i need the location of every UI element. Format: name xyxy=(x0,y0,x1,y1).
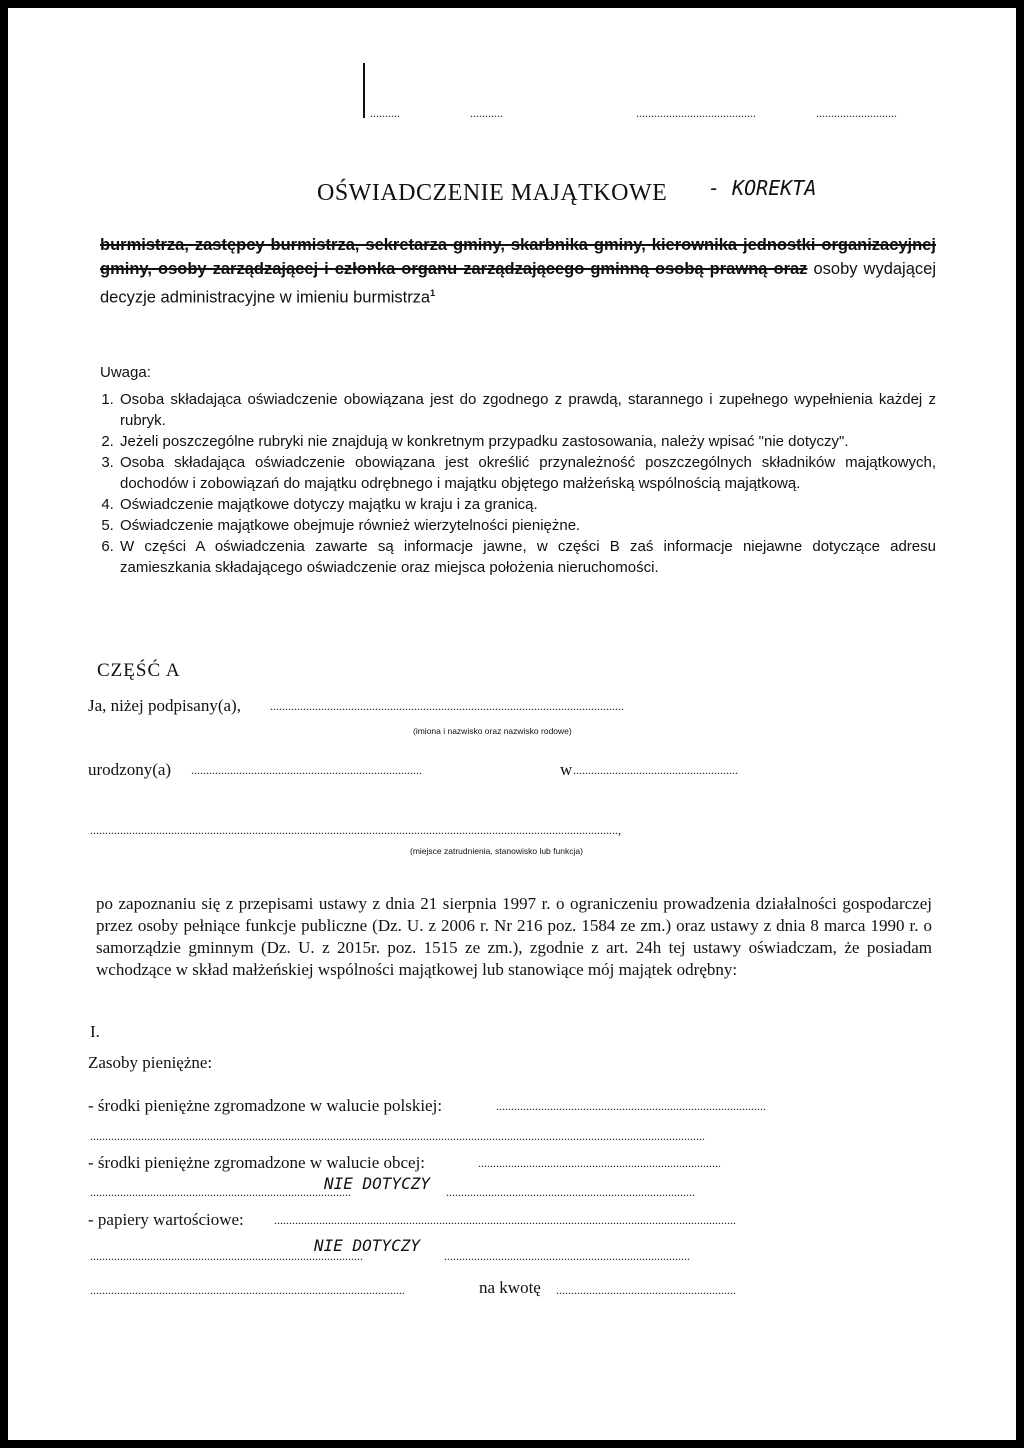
note-item: 1. Osoba składająca oświadczenie obowiązana jest do zgodnego z prawdą, starannego i zupełnego wypełnienia każdej z rubryk. xyxy=(118,389,936,431)
birth-label: urodzony(a) xyxy=(88,760,172,779)
note-item: 4. Oświadczenie majątkowe dotyczy majątku w kraju i za granicą. xyxy=(118,494,936,515)
amount-field[interactable]: ............................................................ xyxy=(556,1283,736,1297)
name-caption: (imiona i nazwisko oraz nazwisko rodowe) xyxy=(413,726,572,736)
document-title: OŚWIADCZENIE MAJĄTKOWE xyxy=(317,180,668,206)
pln-field[interactable]: .......................................................................................... xyxy=(496,1099,766,1113)
securities-label: - papiery wartościowe: xyxy=(88,1210,244,1229)
part-a-heading: CZĘŚĆ A xyxy=(97,660,181,681)
securities-line-2-b[interactable]: .................................................................................. xyxy=(444,1249,690,1263)
employment-caption: (miejsce zatrudnienia, stanowisko lub funkcja) xyxy=(410,846,583,856)
header-dots-1: .......... xyxy=(370,106,400,120)
foreign-currency-handwritten: NIE DOTYCZY xyxy=(324,1174,430,1193)
header-dots-3: ........................................ xyxy=(636,106,756,120)
securities-handwritten: NIE DOTYCZY xyxy=(314,1236,420,1255)
struck-subtitle-text: burmistrza, zastępcy burmistrza, sekretarza gminy, skarbnika gminy, kierownika jednostki organizacyjnej gminy, osoby zarządzającej i członka organu zarządzającego gminną osobą prawną oraz xyxy=(100,236,936,278)
header-dots-2: ........... xyxy=(470,106,503,120)
notes-list xyxy=(100,389,936,578)
birth-place-label: w xyxy=(560,760,573,779)
statement-paragraph: po zapoznaniu się z przepisami ustawy z dnia 21 sierpnia 1997 r. o ograniczeniu prowadzenia działalności gospodarczej przez osoby pełniące funkcje publiczne (Dz. U. z 2006 r. Nr 216 poz. 1584 ze zm.) oraz ustawy z dnia 8 marca 1990 r. o samorządzie gminnym (Dz. U. z 2015r. poz. 1515 ze zm.), zgodnie z art. 24h tej ustawy oświadczam, że posiadam wchodzące w skład małżeńskiej wspólności majątkowej lub stanowiące mój majątek odrębny: xyxy=(96,894,932,979)
name-label: Ja, niżej podpisany(a), xyxy=(88,696,241,715)
notes-section xyxy=(100,362,936,578)
birth-date-field[interactable]: ............................................................................. xyxy=(191,763,422,777)
name-row xyxy=(88,696,241,716)
name-field[interactable]: ...................................................................................................................... xyxy=(270,699,624,713)
amount-line-field[interactable]: ......................................................................................................... xyxy=(90,1283,405,1297)
pln-label: - środki pieniężne zgromadzone w walucie polskiej: xyxy=(88,1096,443,1115)
document-subtitle xyxy=(100,233,936,310)
securities-field[interactable]: .......................................................................................................................................................... xyxy=(274,1213,736,1227)
footnote-mark: 1 xyxy=(430,288,436,298)
section-1-heading: Zasoby pieniężne: xyxy=(88,1053,213,1072)
note-item: 5. Oświadczenie majątkowe obejmuje również wierzytelności pieniężne. xyxy=(118,515,936,536)
note-item: 6. W części A oświadczenia zawarte są informacje jawne, w części B zaś informacje niejawne dotyczące adresu zamieszkania składającego oświadczenie oraz miejsca położenia nieruchomości. xyxy=(118,536,936,578)
amount-label: na kwotę xyxy=(479,1278,541,1297)
section-1-number: I. xyxy=(90,1022,100,1041)
header-vertical-mark xyxy=(363,63,365,118)
note-item: 3. Osoba składająca oświadczenie obowiązana jest określić przynależność poszczególnych składników majątkowych, dochodów i zobowiązań do majątku odrębnego i majątku objętego małżeńską wspólnością majątkową. xyxy=(118,452,936,494)
foreign-currency-field[interactable]: ................................................................................. xyxy=(478,1156,721,1170)
handwritten-correction-note: - KOREKTA xyxy=(708,176,817,200)
notes-heading: Uwaga: xyxy=(100,364,151,381)
employment-field[interactable]: ................................................................................................................................................................................, xyxy=(90,823,621,837)
foreign-currency-label: - środki pieniężne zgromadzone w walucie obcej: xyxy=(88,1153,426,1172)
subtitle-text: osoby wydającej decyzje administracyjne w imieniu burmistrza xyxy=(100,260,936,307)
securities-line-2-a[interactable]: ........................................................................................... xyxy=(90,1249,363,1263)
header-dots-4: ........................... xyxy=(816,106,897,120)
foreign-currency-line-2-a[interactable]: ....................................................................................... xyxy=(90,1185,351,1199)
pln-field-line-2[interactable]: ............................................................................................................................................................................................................. xyxy=(90,1129,705,1143)
document-page xyxy=(8,8,1016,1440)
birth-place-field[interactable]: ....................................................... xyxy=(573,763,738,777)
note-item: 2. Jeżeli poszczególne rubryki nie znajdują w konkretnym przypadku zastosowania, należy wpisać "nie dotyczy". xyxy=(118,431,936,452)
foreign-currency-line-2-b[interactable]: ................................................................................... xyxy=(446,1185,695,1199)
